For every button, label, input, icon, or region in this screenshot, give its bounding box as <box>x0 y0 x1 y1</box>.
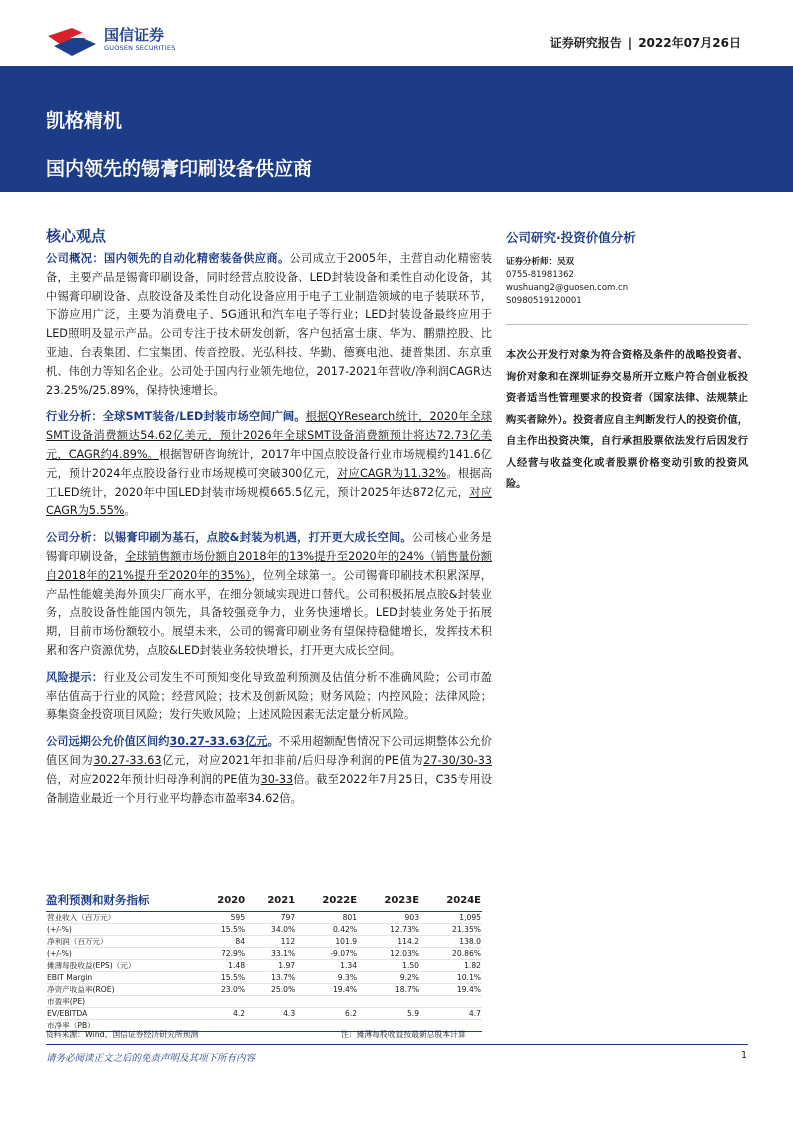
row-label: EBIT Margin <box>46 972 196 984</box>
row-label: 摊薄每股收益(EPS)（元） <box>46 960 196 972</box>
table-cell: 21.35% <box>420 924 482 936</box>
table-cell: 112 <box>246 936 296 948</box>
valuation-paragraph <box>46 733 492 808</box>
report-title: 国内领先的锡膏印刷设备供应商 <box>46 158 313 180</box>
paragraph-heading: 。 <box>267 735 279 749</box>
table-cell: 19.4% <box>296 984 358 996</box>
table-cell: 903 <box>358 912 420 924</box>
table-row <box>46 996 482 1008</box>
analyst-label: 证券分析师： <box>506 257 558 267</box>
page-number: 1 <box>740 1050 747 1061</box>
underlined-text: 30-33 <box>260 772 294 786</box>
paragraph-text: 。 <box>124 504 136 518</box>
table-cell: 1.34 <box>296 960 358 972</box>
report-meta <box>550 34 741 51</box>
paragraph-heading: 公司远期公允价值区间约 <box>46 735 170 749</box>
report-type: 证券研究报告 <box>549 36 622 50</box>
table-cell: 23.0% <box>196 984 246 996</box>
underlined-text: 27-30/30-33 <box>423 753 492 767</box>
row-label: EV/EBITDA <box>46 1008 196 1020</box>
table-row <box>46 948 482 960</box>
table-row <box>46 972 482 984</box>
analyst-email[interactable]: wushuang2@guosen.com.cn <box>506 283 629 293</box>
company-analysis-paragraph <box>46 529 492 661</box>
table-row <box>46 924 482 936</box>
data-source: 资料来源：Wind、国信证券经济研究所预测 <box>46 1030 199 1039</box>
table-cell: 1.48 <box>196 960 246 972</box>
underlined-text: 对应CAGR为11.32% <box>337 466 447 480</box>
paragraph-text: ，位列全球第一。公司锡膏印刷技术积累深厚，产品性能媲美海外顶尖厂商水平，在细分领域实现进口替代。公司积极拓展点胶&封装业务，点胶设备性能国内领先，具备较强竞争力，业务快速增长。LED封装业务处于拓展期，目前市场份额较小。展望未来，公司的锡膏印刷业务有望保持稳健增长，发挥技术积累和客户资源优势，点胶&LED封装业务较快增长，打开更大成长空间。 <box>46 568 492 657</box>
paragraph-text: 不采用超额配售情况下公司远期整体公允价值区间为 <box>46 735 492 767</box>
column-header: 2023E <box>358 892 420 912</box>
analyst-info <box>506 256 748 308</box>
table-cell <box>246 1020 296 1032</box>
paragraph-heading: 公司分析：以锡膏印刷为基石，点胶&封装为机遇，打开更大成长空间。 <box>46 531 412 545</box>
table-row <box>46 1008 482 1020</box>
table-note: 注：摊薄每股收益按最新总股本计算 <box>341 1030 466 1039</box>
table-cell: 4.2 <box>196 1008 246 1020</box>
table-cell: 20.86% <box>420 948 482 960</box>
research-category: 公司研究·投资价值分析 <box>506 230 636 245</box>
separator: | <box>627 36 633 50</box>
table-cell: 1.50 <box>358 960 420 972</box>
company-name: 凯格精机 <box>46 110 123 132</box>
paragraph-text: 倍。截至2022年7月25日，C35专用设备制造业最近一个月行业平均静态市盈率34.62倍。 <box>46 772 492 805</box>
column-header: 2022E <box>296 892 358 912</box>
table-cell: 13.7% <box>246 972 296 984</box>
paragraph-text: 亿元，对应2021年扣非前/后归母净利润的PE值为 <box>161 753 424 767</box>
table-cell: 15.5% <box>196 924 246 936</box>
table-row <box>46 984 482 996</box>
table-cell: 114.2 <box>358 936 420 948</box>
underlined-text: 全球销售额市场份额自2018年的13%提升至2020年的24%（销售量份额自2018年的21%提升至2020年的35%） <box>46 549 492 582</box>
table-cell: 9.3% <box>296 972 358 984</box>
analyst-name: 吴双 <box>557 257 575 267</box>
footer-divider <box>46 1044 748 1045</box>
table-cell: 1,095 <box>420 912 482 924</box>
row-label: 市净率（PB） <box>46 1020 196 1032</box>
row-label: 净资产收益率(ROE) <box>46 984 196 996</box>
footer-disclaimer: 请务必阅读正文之后的免责声明及其项下所有内容 <box>46 1053 256 1064</box>
row-label: (+/-%) <box>46 948 196 960</box>
table-cell: 18.7% <box>358 984 420 996</box>
table-header-row <box>46 892 482 912</box>
paragraph-heading: 行业分析：全球SMT装备/LED封装市场空间广阔。 <box>46 410 306 424</box>
table-cell: 4.7 <box>420 1008 482 1020</box>
risk-warning-paragraph <box>46 669 492 725</box>
row-label: 市盈率(PE) <box>46 996 196 1008</box>
row-label: (+/-%) <box>46 924 196 936</box>
logo-name-en: GUOSEN SECURITIES <box>104 44 176 52</box>
table-cell: 15.5% <box>196 972 246 984</box>
table-cell: 9.2% <box>358 972 420 984</box>
table-cell: 19.4% <box>420 984 482 996</box>
financial-forecast-table <box>46 892 482 1032</box>
table-cell <box>196 1020 246 1032</box>
table-body <box>46 912 482 1032</box>
table-cell <box>358 996 420 1008</box>
paragraph-text: 公司核心业务是锡膏印刷设备， <box>46 531 492 563</box>
valuation-range: 30.27-33.63亿元 <box>169 735 268 749</box>
company-overview-paragraph <box>46 250 492 400</box>
analyst-line <box>506 256 748 269</box>
report-date: 2022年07月26日 <box>638 36 741 50</box>
paragraph-text: 。根据高工LED统计，2020年中国LED封装市场规模665.5亿元，预计2025年达872亿元， <box>46 466 492 499</box>
table-cell: 138.0 <box>420 936 482 948</box>
paragraph-heading: 风险提示： <box>46 670 104 684</box>
table-cell: 10.1% <box>420 972 482 984</box>
table-row <box>46 960 482 972</box>
column-header: 2021 <box>246 892 296 912</box>
column-header: 2020 <box>196 892 246 912</box>
table-cell: 25.0% <box>246 984 296 996</box>
offering-disclaimer: 本次公开发行对象为符合资格及条件的战略投资者、询价对象和在深圳证券交易所开立账户符合创业板投资者适当性管理要求的投资者（国家法律、法规禁止购买者除外）。投资者应自主判断发行人的投资价值，自主作出投资决策，自行承担股票依法发行后因发行人经营与收益变化或者股票价格变动引致的投资风险。 <box>506 350 748 490</box>
table-row <box>46 912 482 924</box>
paragraph-text: 行业及公司发生不可预知变化导致盈利预测及估值分析不准确风险；公司市盈率估值高于行业的风险；经营风险；技术及创新风险；财务风险；内控风险；法律风险；募集资金投资项目风险；发行失败风险；上述风险因素无法定量分析风险。 <box>46 670 492 722</box>
table-row <box>46 936 482 948</box>
table-cell: 801 <box>296 912 358 924</box>
table-cell: 1.97 <box>246 960 296 972</box>
underlined-text: 30.27-33.63 <box>93 753 162 767</box>
table-cell <box>420 996 482 1008</box>
paragraph-text: 根据智研咨询统计，2017年中国点胶设备行业市场规模约141.6亿元，预计2024年点胶设备行业市场规模可突破300亿元， <box>46 447 492 480</box>
paragraph-heading: 公司概况：国内领先的自动化精密装备供应商。 <box>46 252 290 265</box>
table-title: 盈利预测和财务指标 <box>46 892 196 912</box>
core-views-heading: 核心观点 <box>46 227 107 245</box>
divider <box>506 324 748 325</box>
column-header: 2024E <box>420 892 482 912</box>
table-cell: 6.2 <box>296 1008 358 1020</box>
table-cell: 33.1% <box>246 948 296 960</box>
analyst-certificate: S0980519120001 <box>506 296 582 306</box>
row-label: 净利润（百万元） <box>46 936 196 948</box>
table-cell: 0.42% <box>296 924 358 936</box>
table-cell: 84 <box>196 936 246 948</box>
table-cell: 5.9 <box>358 1008 420 1020</box>
table-cell: -9.07% <box>296 948 358 960</box>
industry-analysis-paragraph <box>46 408 492 521</box>
table-cell: 595 <box>196 912 246 924</box>
table-cell <box>296 996 358 1008</box>
table-cell: 4.3 <box>246 1008 296 1020</box>
underlined-text: 对应CAGR为5.55% <box>46 485 492 518</box>
underlined-text: 根据QYResearch统计，2020年全球SMT设备消费额达54.62亿美元，预计2026年全球SMT设备消费额预计将达72.73亿美元，CAGR约4.89%。 <box>46 410 493 461</box>
analyst-phone: 0755-81981362 <box>506 270 574 280</box>
table-cell <box>196 996 246 1008</box>
core-views-body <box>46 250 492 816</box>
logo-name: 国信证券 <box>104 26 165 44</box>
table-cell: 12.73% <box>358 924 420 936</box>
table-cell: 1.82 <box>420 960 482 972</box>
table-cell: 34.0% <box>246 924 296 936</box>
table-cell: 797 <box>246 912 296 924</box>
table-cell: 101.9 <box>296 936 358 948</box>
table-cell: 72.9% <box>196 948 246 960</box>
paragraph-text: 倍，对应2022年预计归母净利润的PE值为 <box>46 772 261 786</box>
row-label: 营业收入（百万元） <box>46 912 196 924</box>
sidebar <box>506 228 748 496</box>
paragraph-text: 公司成立于2005年，主营自动化精密装备，主要产品是锡膏印刷设备，同时经营点胶设备、LED封装设备和柔性自动化设备，其中锡膏印刷设备、点胶设备及柔性自动化设备应用于电子工业制造领域的电子装联环节，下游应用广泛，主要为消费电子、5G通讯和汽车电子等行业；LED封装设备最终应用于LED照明及显示产品。公司专注于技术研发创新，客户包括富士康、华为、鹏鼎控股、比亚迪、台表集团、仁宝集团、传音控股、光弘科技、华勤、德赛电池、捷普集团、东京重机、伟创力等知名企业。公司处于国内行业领先地位，2017-2021年营收/净利润CAGR达23.25%/25.89%，保持快速增长。 <box>46 252 492 397</box>
table-cell: 12.03% <box>358 948 420 960</box>
table-cell <box>246 996 296 1008</box>
